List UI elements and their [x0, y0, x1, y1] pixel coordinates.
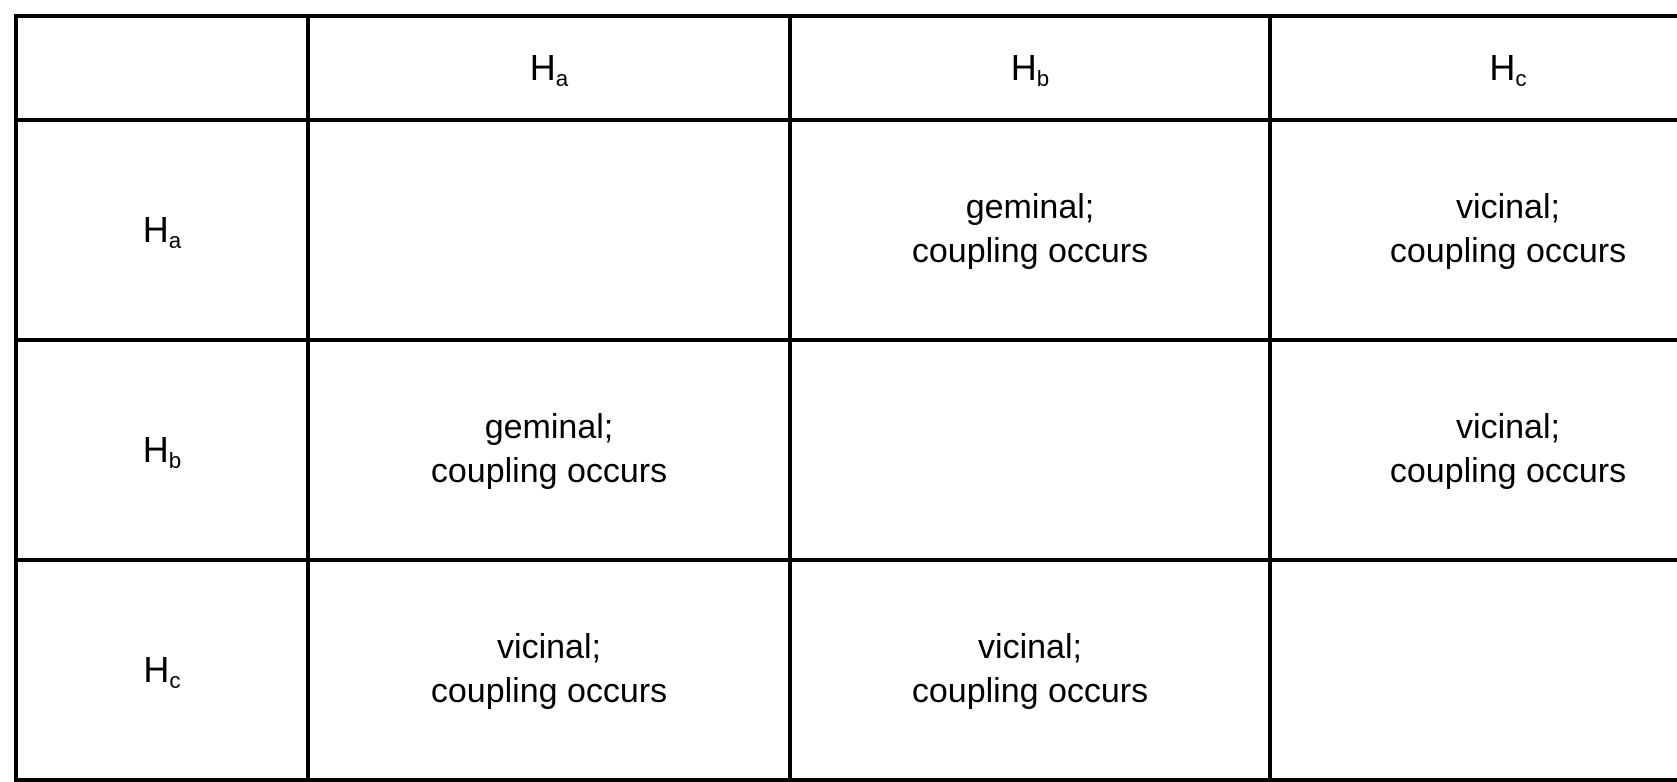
- row-header-hc: [16, 560, 308, 780]
- column-header-hc: [1270, 16, 1677, 120]
- row-header-hc-label: $H_c$: [143, 648, 181, 693]
- cell-hc-ha: [308, 560, 790, 780]
- table-header-row: [16, 16, 1677, 120]
- column-header-hc-label: $H_c$: [1489, 46, 1527, 91]
- cell-hc-hc: [1270, 560, 1677, 780]
- row-header-hb: [16, 340, 308, 560]
- cell-ha-ha: [308, 120, 790, 340]
- column-header-ha-label: $H_a$: [529, 46, 569, 91]
- table-row: [16, 120, 1677, 340]
- cell-hb-ha: [308, 340, 790, 560]
- row-header-hb-label: $H_b$: [142, 428, 182, 473]
- cell-hc-ha-text: vicinal; coupling occurs: [430, 628, 668, 710]
- column-header-hb: [790, 16, 1270, 120]
- coupling-relationship-table: [14, 14, 1677, 782]
- cell-hb-hb: [790, 340, 1270, 560]
- cell-ha-hc-text: vicinal; coupling occurs: [1389, 188, 1627, 270]
- cell-hb-hc-text: vicinal; coupling occurs: [1389, 408, 1627, 490]
- cell-hb-ha-text: geminal; coupling occurs: [430, 408, 668, 490]
- cell-hc-hb-text: vicinal; coupling occurs: [911, 628, 1149, 710]
- table-row: [16, 560, 1677, 780]
- cell-hb-hc: [1270, 340, 1677, 560]
- cell-ha-hb: [790, 120, 1270, 340]
- table-corner-cell: [16, 16, 308, 120]
- row-header-ha: [16, 120, 308, 340]
- cell-hc-hb: [790, 560, 1270, 780]
- table-row: [16, 340, 1677, 560]
- cell-ha-hb-text: geminal; coupling occurs: [911, 188, 1149, 270]
- cell-ha-hc: [1270, 120, 1677, 340]
- column-header-hb-label: $H_b$: [1010, 46, 1050, 91]
- column-header-ha: [308, 16, 790, 120]
- row-header-ha-label: $H_a$: [142, 208, 182, 253]
